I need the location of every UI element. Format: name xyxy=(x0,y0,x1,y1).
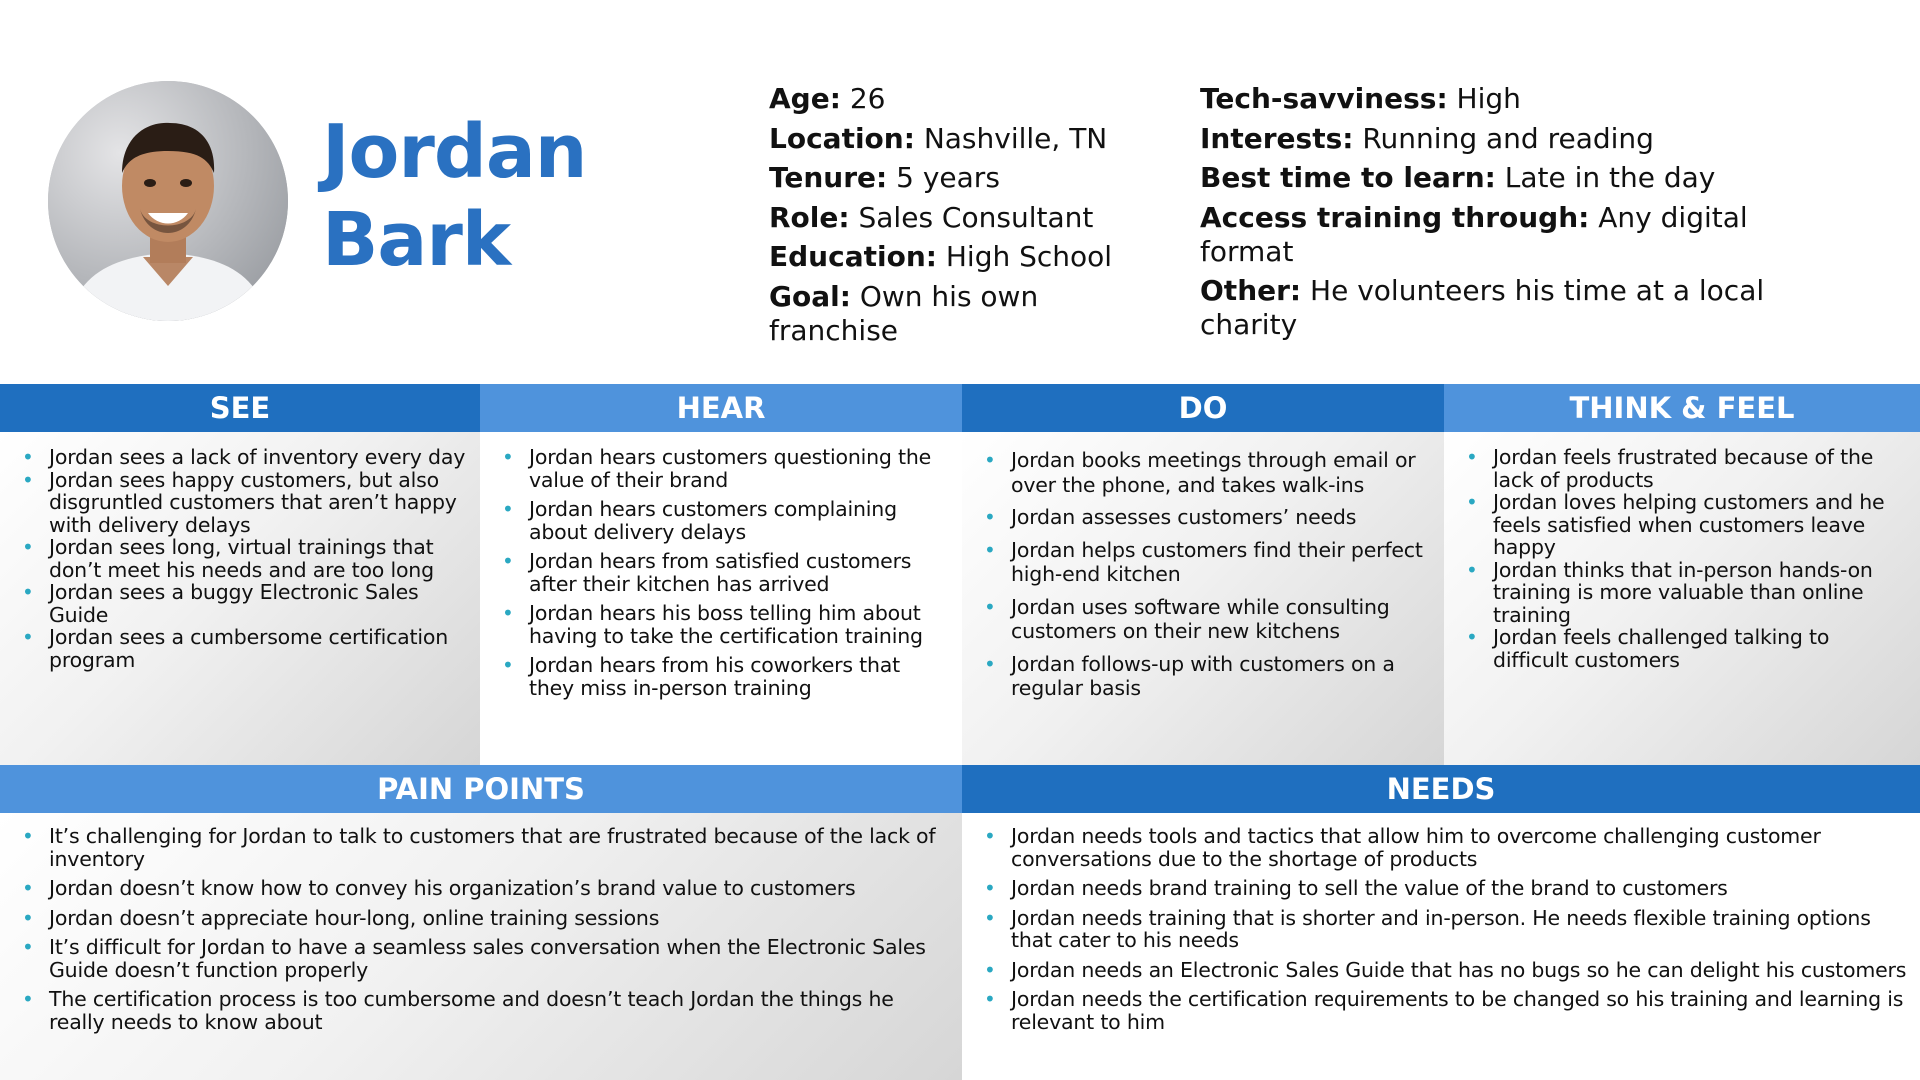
list-item: • Jordan books meetings through email or over the phone, and takes walk-ins xyxy=(984,448,1432,497)
detail-label: Role: xyxy=(769,200,850,234)
list-item: • Jordan hears his boss telling him about having to take the certification training xyxy=(502,602,950,647)
list-item: • Jordan feels challenged talking to difficult customers xyxy=(1466,626,1908,671)
section-do xyxy=(962,384,1444,765)
section-body xyxy=(0,813,962,1080)
think-feel-list xyxy=(1444,432,1920,671)
detail-value: High xyxy=(1456,82,1521,115)
detail-tenure xyxy=(769,161,1139,195)
persona-name xyxy=(322,108,586,284)
list-item: • Jordan doesn’t know how to convey his organization’s brand value to customers xyxy=(22,877,950,900)
see-list xyxy=(0,432,480,671)
persona-first-name: Jordan xyxy=(322,109,587,195)
detail-value: He volunteers his time at a local charity xyxy=(1200,274,1765,341)
list-item: • Jordan needs brand training to sell the value of the brand to customers xyxy=(984,877,1908,900)
detail-goal xyxy=(769,280,1139,348)
detail-label: Access training through: xyxy=(1200,200,1590,234)
persona-header xyxy=(0,0,1920,384)
section-body xyxy=(0,432,480,765)
list-item: • Jordan hears from satisfied customers after their kitchen has arrived xyxy=(502,550,950,595)
detail-role xyxy=(769,201,1139,235)
list-item: • Jordan sees happy customers, but also disgruntled customers that aren’t happy with delivery delays xyxy=(22,469,468,537)
list-item: • Jordan loves helping customers and he feels satisfied when customers leave happy xyxy=(1466,491,1908,559)
list-item: • The certification process is too cumbersome and doesn’t teach Jordan the things he really needs to know about xyxy=(22,988,950,1033)
hear-list xyxy=(480,432,962,699)
list-item: • Jordan doesn’t appreciate hour-long, online training sessions xyxy=(22,907,950,930)
section-see xyxy=(0,384,480,765)
portrait-image xyxy=(48,81,288,321)
list-item: • Jordan follows-up with customers on a regular basis xyxy=(984,652,1432,701)
detail-value: Nashville, TN xyxy=(923,121,1108,155)
list-item: • Jordan needs the certification requirements to be changed so his training and learning is relevant to him xyxy=(984,988,1908,1033)
detail-tech-savviness xyxy=(1200,82,1840,116)
do-list xyxy=(962,432,1444,701)
section-body xyxy=(962,432,1444,765)
detail-label: Goal: xyxy=(769,279,851,313)
needs-list xyxy=(962,813,1920,1033)
section-title: SEE xyxy=(0,384,480,432)
detail-label: Other: xyxy=(1200,274,1302,307)
list-item: • Jordan sees a cumbersome certification program xyxy=(22,626,468,671)
section-title: DO xyxy=(962,384,1444,432)
list-item: • Jordan helps customers find their perfect high-end kitchen xyxy=(984,538,1432,587)
pain-points-list xyxy=(0,813,962,1033)
section-body xyxy=(480,432,962,765)
list-item: • Jordan uses software while consulting customers on their new kitchens xyxy=(984,595,1432,644)
section-title: HEAR xyxy=(480,384,962,432)
detail-education xyxy=(769,240,1139,274)
detail-value: Own his own franchise xyxy=(769,279,1039,347)
detail-label: Best time to learn: xyxy=(1200,161,1496,194)
detail-value: Running and reading xyxy=(1362,121,1654,155)
list-item: • It’s challenging for Jordan to talk to customers that are frustrated because of the lack of inventory xyxy=(22,825,950,870)
list-item: • Jordan needs an Electronic Sales Guide that has no bugs so he can delight his customers xyxy=(984,959,1908,982)
detail-label: Interests: xyxy=(1200,121,1354,155)
persona-details-right xyxy=(1200,82,1840,348)
persona-last-name: Bark xyxy=(322,197,511,283)
section-title: PAIN POINTS xyxy=(0,765,962,813)
section-body xyxy=(1444,432,1920,765)
list-item: • Jordan sees a lack of inventory every day xyxy=(22,446,468,469)
list-item: • Jordan hears from his coworkers that they miss in-person training xyxy=(502,654,950,699)
detail-label: Tech-savviness: xyxy=(1200,82,1448,115)
detail-label: Education: xyxy=(769,240,937,273)
list-item: • Jordan sees long, virtual trainings that don’t meet his needs and are too long xyxy=(22,536,468,581)
section-title: NEEDS xyxy=(962,765,1920,813)
list-item: • Jordan assesses customers’ needs xyxy=(984,505,1432,530)
detail-label: Tenure: xyxy=(769,161,888,194)
detail-location xyxy=(769,122,1139,156)
section-hear xyxy=(480,384,962,765)
list-item: • It’s difficult for Jordan to have a seamless sales conversation when the Electronic Sales Guide doesn’t function properly xyxy=(22,936,950,981)
detail-value: High School xyxy=(945,240,1113,273)
list-item: • Jordan sees a buggy Electronic Sales Guide xyxy=(22,581,468,626)
section-title: THINK & FEEL xyxy=(1444,384,1920,432)
detail-value: Late in the day xyxy=(1504,161,1716,194)
detail-value: Sales Consultant xyxy=(858,200,1094,234)
detail-best-time xyxy=(1200,161,1840,195)
list-item: • Jordan needs training that is shorter and in-person. He needs flexible training options that cater to his needs xyxy=(984,907,1908,952)
detail-access-training xyxy=(1200,201,1840,269)
list-item: • Jordan needs tools and tactics that allow him to overcome challenging customer conversations due to the shortage of products xyxy=(984,825,1908,870)
detail-value: Any digital format xyxy=(1200,200,1748,268)
list-item: • Jordan hears customers questioning the value of their brand xyxy=(502,446,950,491)
list-item: • Jordan hears customers complaining about delivery delays xyxy=(502,498,950,543)
detail-value: 5 years xyxy=(896,161,1000,194)
detail-age xyxy=(769,82,1139,116)
section-body xyxy=(962,813,1920,1080)
persona-avatar xyxy=(48,81,288,321)
section-think-feel xyxy=(1444,384,1920,765)
section-needs xyxy=(962,765,1920,1080)
detail-other xyxy=(1200,274,1840,342)
detail-interests xyxy=(1200,122,1840,156)
list-item: • Jordan feels frustrated because of the lack of products xyxy=(1466,446,1908,491)
detail-label: Age: xyxy=(769,82,841,115)
detail-value: 26 xyxy=(849,82,886,115)
list-item: • Jordan thinks that in-person hands-on training is more valuable than online training xyxy=(1466,559,1908,627)
section-pain-points xyxy=(0,765,962,1080)
detail-label: Location: xyxy=(769,121,915,155)
persona-details-left xyxy=(769,82,1139,353)
